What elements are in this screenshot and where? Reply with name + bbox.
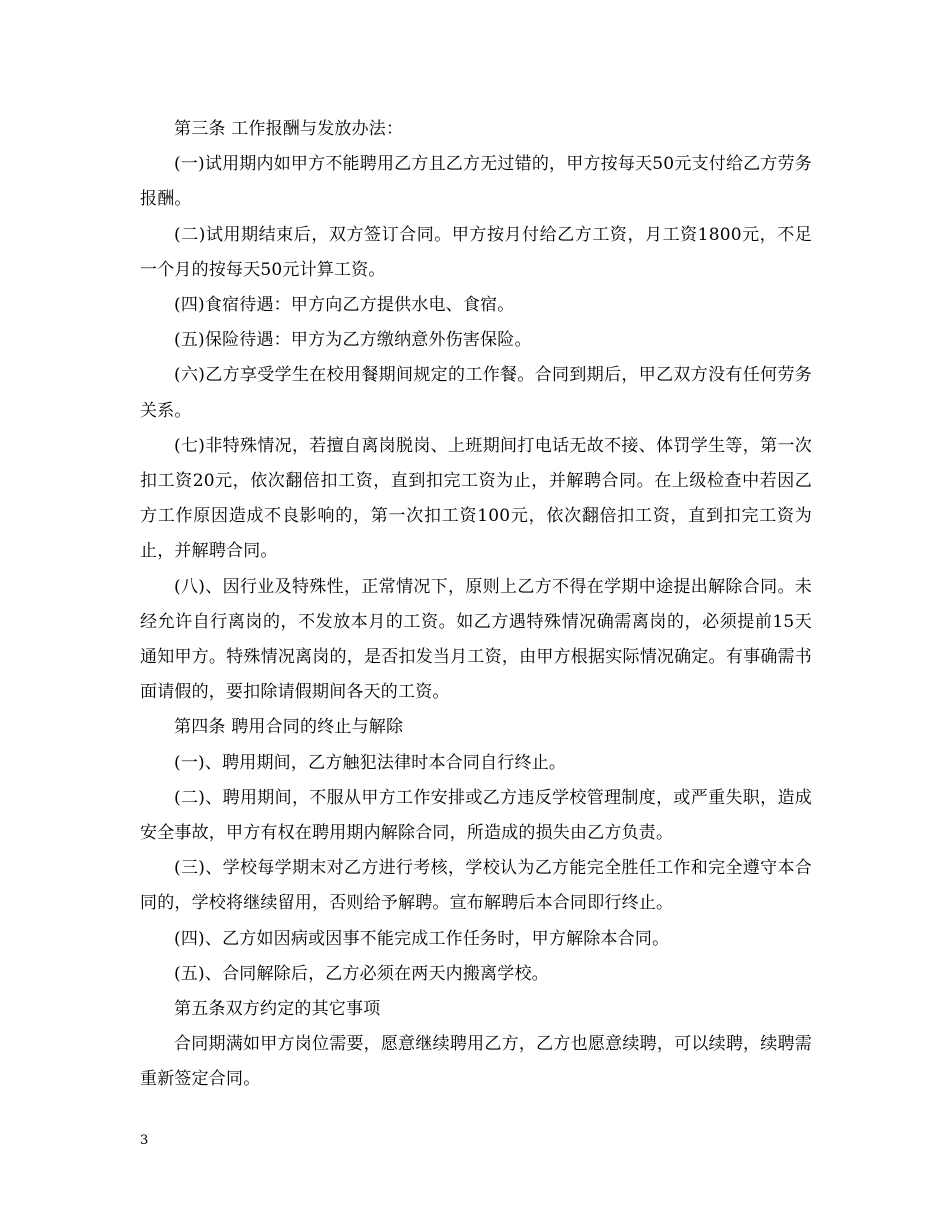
clause-3-8: (八)、因行业及特殊性，正常情况下，原则上乙方不得在学期中途提出解除合同。未经允许自行离岗的，不发放本月的工资。如乙方遇特殊情况确需离岗的，必须提前15天通知甲方。特殊情况离岗的，是否扣发当月工资，由甲方根据实际情况确定。有事确需书面请假的，要扣除请假期间各天的工资。 (140, 576, 812, 703)
clause-3-2: (二)试用期结束后，双方签订合同。甲方按月付给乙方工资，月工资1800元，不足一个月的按每天50元计算工资。 (140, 224, 812, 280)
clause-5-text: 合同期满如甲方岗位需要，愿意继续聘用乙方，乙方也愿意续聘，可以续聘，续聘需重新签定合同。 (140, 1034, 812, 1090)
clause-4-5: (五)、合同解除后，乙方必须在两天内搬离学校。 (174, 963, 549, 984)
clause-3-6: (六)乙方享受学生在校用餐期间规定的工作餐。合同到期后，甲乙双方没有任何劳务关系。 (140, 365, 812, 421)
clause-4-3: (三)、学校每学期末对乙方进行考核，学校认为乙方能完全胜任工作和完全遵守本合同的，学校将继续留用，否则给予解聘。宣布解聘后本合同即行终止。 (140, 858, 812, 914)
article-4-heading: 第四条 聘用合同的终止与解除 (174, 717, 404, 738)
clause-3-7: (七)非特殊情况，若擅自离岗脱岗、上班期间打电话无故不接、体罚学生等，第一次扣工资20元，依次翻倍扣工资，直到扣完工资为止，并解聘合同。在上级检查中若因乙方工作原因造成不良影响的，第一次扣工资100元，依次翻倍扣工资，直到扣完工资为止，并解聘合同。 (140, 435, 812, 562)
clause-3-4: (四)食宿待遇：甲方向乙方提供水电、食宿。 (174, 295, 515, 316)
page-number: 3 (140, 1133, 149, 1148)
document-body (140, 112, 812, 1098)
clause-3-5: (五)保险待遇：甲方为乙方缴纳意外伤害保险。 (174, 330, 532, 351)
clause-4-4: (四)、乙方如因病或因事不能完成工作任务时，甲方解除本合同。 (174, 928, 670, 949)
clause-3-1: (一)试用期内如甲方不能聘用乙方且乙方无过错的，甲方按每天50元支付给乙方劳务报酬。 (140, 154, 812, 210)
article-3-heading: 第三条 工作报酬与发放办法： (174, 119, 404, 139)
article-5-heading: 第五条双方约定的其它事项 (174, 999, 381, 1020)
clause-4-2: (二)、聘用期间，不服从甲方工作安排或乙方违反学校管理制度，或严重失职，造成安全事故，甲方有权在聘用期内解除合同，所造成的损失由乙方负责。 (140, 787, 812, 844)
clause-4-1: (一)、聘用期间，乙方触犯法律时本合同自行终止。 (174, 752, 567, 773)
